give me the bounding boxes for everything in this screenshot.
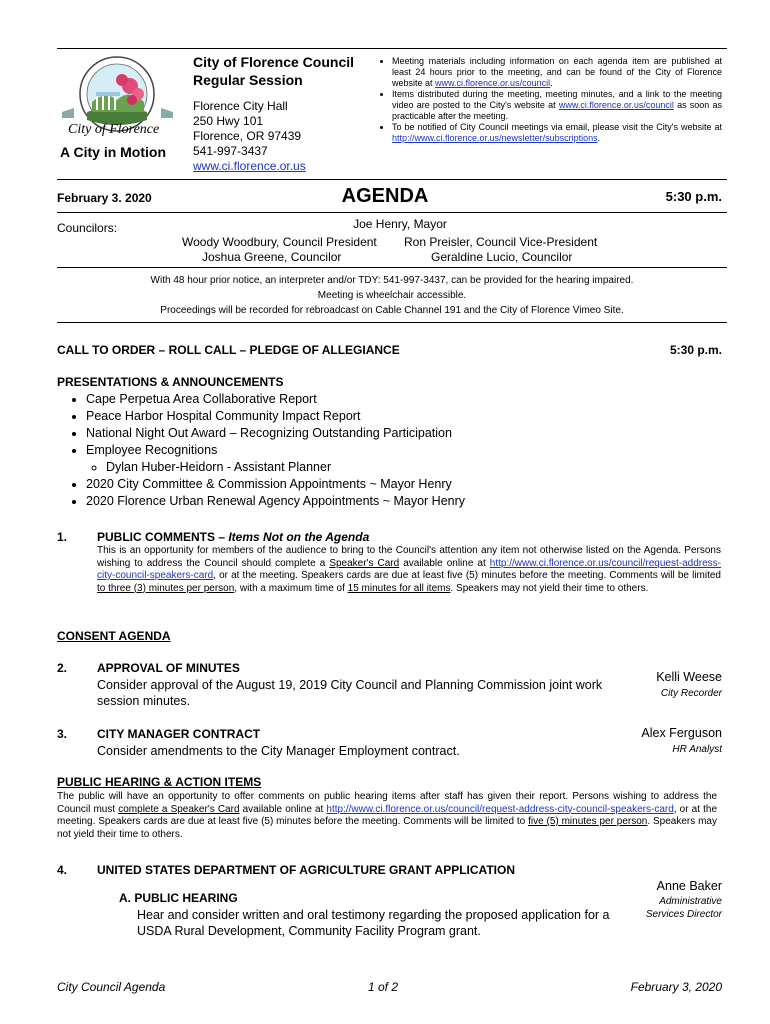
item-number: 1.: [57, 530, 68, 544]
public-hearing-text: The public will have an opportunity to offer comments on public hearing items after staff has given their report. Persons wishing to address the Council must complete a Speaker's Card available online at http://www.ci.florence.or.us/council/request-address-city-council-speakers-card, or at the meeting. Speakers cards are due at least five (5) minutes before the meeting. Comments will be limited to five (5) minutes per person. Speakers may not yield their time to others.: [57, 791, 718, 840]
note-item: • Meeting materials including information on each agenda item are published at least 24 hours prior to the meeting, and can be found of the City of Florence website at www.ci.florence.or.us/council.: [392, 56, 722, 89]
title-line-2: Regular Session: [193, 72, 303, 88]
recognition-sub-item: ◦ Dylan Huber-Heidorn - Assistant Planner: [106, 459, 465, 476]
councilors-rule: [57, 267, 727, 268]
presentations-title: PRESENTATIONS & ANNOUNCEMENTS: [57, 375, 284, 389]
presentation-item: • 2020 City Committee & Commission Appointments ~ Mayor Henry: [86, 476, 465, 493]
meeting-date: February 3. 2020: [57, 191, 152, 205]
presenter-role: Administrative Services Director: [645, 896, 722, 920]
speakers-card-link[interactable]: http://www.ci.florence.or.us/council/request-address-city-council-speakers-card: [97, 557, 721, 581]
item-number: 4.: [57, 863, 68, 877]
address-line: Florence City Hall: [193, 99, 288, 113]
presenter-name: Alex Ferguson: [641, 726, 722, 740]
councilors-label: Councilors:: [57, 221, 118, 235]
seal-city-name: City of Florence: [68, 122, 160, 137]
note-link[interactable]: www.ci.florence.or.us/council: [558, 100, 674, 110]
address-line: 250 Hwy 101: [193, 114, 264, 128]
phone-number: 541-997-3437: [193, 144, 268, 158]
presentation-item: • National Night Out Award – Recognizing Outstanding Participation: [86, 425, 465, 442]
notice-rule: [57, 322, 727, 323]
city-hall-address: [193, 99, 306, 174]
address-line: Florence, OR 97439: [193, 129, 302, 143]
accessibility-notice: [57, 273, 727, 318]
speakers-card-link[interactable]: http://www.ci.florence.or.us/council/request-address-city-council-speakers-card: [326, 803, 674, 815]
presentation-item: • Cape Perpetua Area Collaborative Report: [86, 391, 465, 408]
presentations-list-wrap: [64, 391, 465, 510]
councilor-greene: Joshua Greene, Councilor: [202, 250, 342, 264]
public-comments-text: This is an opportunity for members of the audience to bring to the Council's attention any item not otherwise listed on the Agenda. Persons wishing to address the Council should complete a Speaker's Card available online at http://www.ci.florence.or.us/council/request-address-city-council-speakers-card, or at the meeting. Speakers cards are due at least five (5) minutes before the meeting. Comments will be limited to three (3) minutes per person, with a maximum time of 15 minutes for all items. Speakers may not yield their time to others.: [97, 545, 721, 594]
presenter-role: HR Analyst: [672, 744, 722, 755]
contract-title: CITY MANAGER CONTRACT: [97, 727, 261, 741]
notice-line: With 48 hour prior notice, an interpreter and/or TDY: 541-997-3437, can be provided for the hearing impaired.: [150, 275, 634, 286]
note-item: • Items distributed during the meeting, meeting minutes, and a link to the meeting video are posted to the City's website at www.ci.florence.or.us/council as soon as practicable after the meeting.: [392, 89, 722, 122]
consent-agenda-heading: CONSENT AGENDA: [57, 629, 171, 643]
city-motto: A City in Motion: [60, 144, 167, 160]
header-bottom-rule: [57, 179, 727, 180]
minutes-title: APPROVAL OF MINUTES: [97, 661, 240, 675]
meeting-time: 5:30 p.m.: [665, 189, 722, 204]
usda-grant-desc: Hear and consider written and oral testimony regarding the proposed application for a USDA Rural Development, Community Facility Program grant.: [137, 908, 610, 938]
mayor-name: Joe Henry, Mayor: [353, 217, 447, 231]
item-number: 2.: [57, 661, 68, 675]
presenter-name: Kelli Weese: [656, 670, 722, 684]
presenter-role: City Recorder: [660, 688, 722, 699]
councilor-lucio: Geraldine Lucio, Councilor: [431, 250, 573, 264]
presenter-name: Anne Baker: [656, 879, 722, 893]
presentation-item: • 2020 Florence Urban Renewal Agency Appointments ~ Mayor Henry: [86, 493, 465, 510]
public-comments-title: PUBLIC COMMENTS – Items Not on the Agenda: [97, 530, 370, 544]
footer-title: City Council Agenda: [57, 980, 166, 994]
notice-line: Proceedings will be recorded for rebroadcast on Cable Channel 191 and the City of Florence Vimeo Site.: [160, 305, 624, 316]
website-link[interactable]: www.ci.florence.or.us: [193, 159, 306, 173]
header-top-rule: [57, 48, 727, 49]
council-president: Woody Woodbury, Council President: [182, 235, 377, 249]
note-link[interactable]: http://www.ci.florence.or.us/newsletter/subscriptions: [392, 133, 598, 143]
usda-grant-title: UNITED STATES DEPARTMENT OF AGRICULTURE GRANT APPLICATION: [97, 863, 515, 877]
call-to-order-title: CALL TO ORDER – ROLL CALL – PLEDGE OF ALLEGIANCE: [57, 343, 400, 357]
footer-date: February 3, 2020: [630, 980, 722, 994]
item-number: 3.: [57, 727, 68, 741]
minutes-desc: Consider approval of the August 19, 2019 City Council and Planning Commission joint work session minutes.: [97, 678, 603, 708]
presentations-list: [64, 391, 465, 510]
notice-line: Meeting is wheelchair accessible.: [317, 290, 467, 301]
agenda-rule: [57, 212, 727, 213]
call-to-order-time: 5:30 p.m.: [669, 343, 722, 357]
contract-desc: Consider amendments to the City Manager Employment contract.: [97, 744, 460, 758]
note-link[interactable]: www.ci.florence.or.us/council: [435, 78, 551, 88]
presentation-item: • Peace Harbor Hospital Community Impact Report: [86, 408, 465, 425]
footer-page-number: 1 of 2: [368, 980, 399, 994]
title-line-1: City of Florence Council: [193, 54, 355, 70]
meeting-notes-list: [378, 56, 722, 144]
agenda-heading: AGENDA: [341, 185, 429, 207]
council-title: [193, 53, 354, 89]
city-seal-logo: [60, 52, 175, 132]
presentation-item: • Employee Recognitions ◦ Dylan Huber-Heidorn - Assistant Planner: [86, 442, 465, 476]
usda-public-hearing-subtitle: A. PUBLIC HEARING: [119, 891, 238, 905]
public-hearing-heading: PUBLIC HEARING & ACTION ITEMS: [57, 775, 262, 789]
note-item: • To be notified of City Council meetings via email, please visit the City's website at http://www.ci.florence.or.us/newsletter/subscriptions.: [392, 122, 722, 144]
council-vice-president: Ron Preisler, Council Vice-President: [404, 235, 598, 249]
